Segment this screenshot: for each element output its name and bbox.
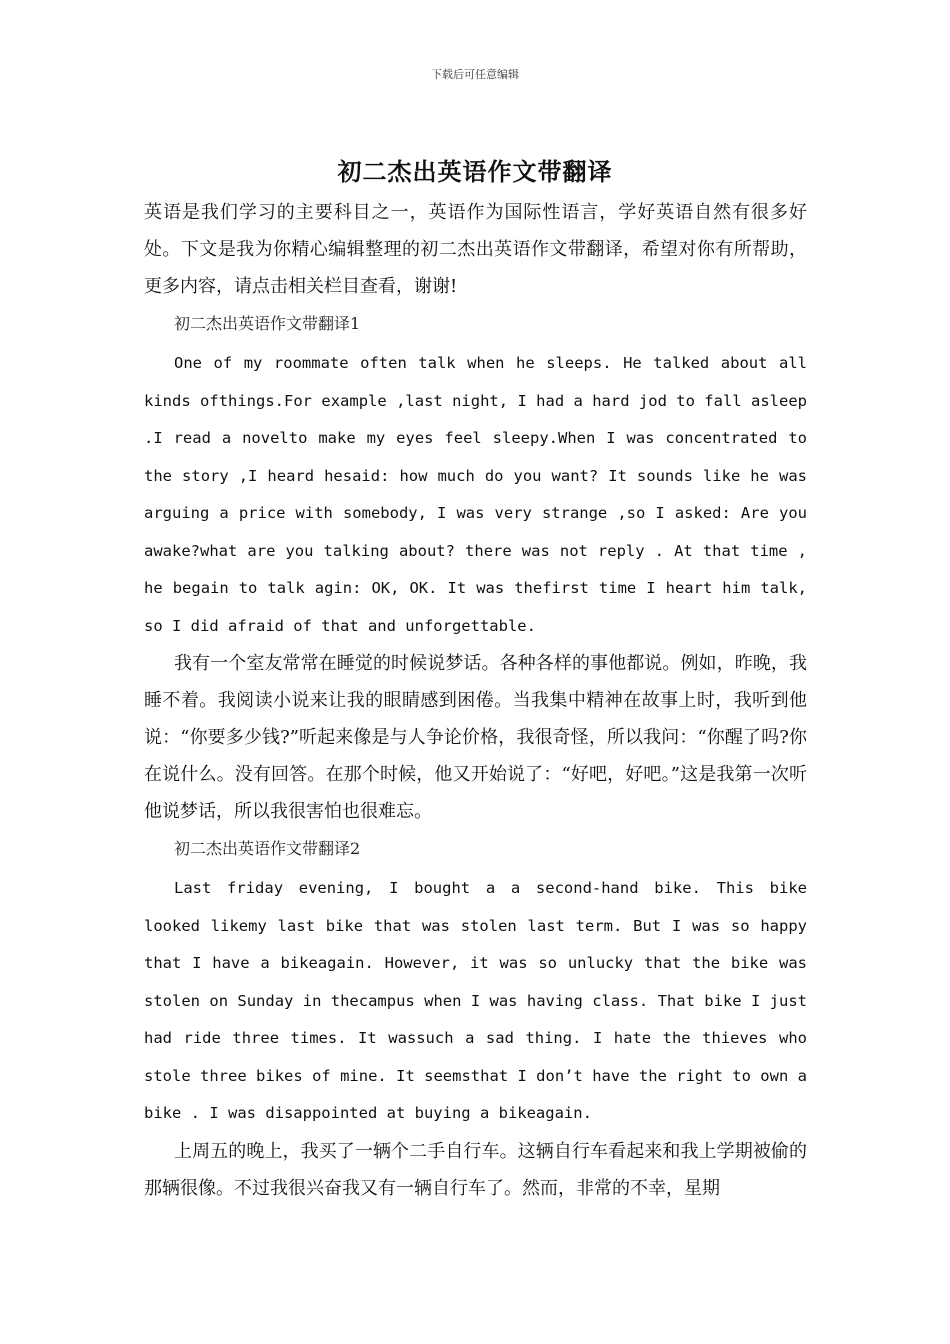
chinese-translation: 我有一个室友常常在睡觉的时候说梦话。各种各样的事他都说。例如，昨晚，我睡不着。我阅读小说来让我的眼睛感到困倦。当我集中精神在故事上时，我听到他说：“你要多少钱?”听起来像是与人争论价格，我很奇怪，所以我问：“你醒了吗?你在说什么。没有回答。在那个时候，他又开始说了：“好吧，好吧。”这是我第一次听他说梦话，所以我很害怕也很难忘。: [144, 653, 807, 822]
section-heading: 初二杰出英语作文带翻译1: [174, 314, 361, 333]
document-title: 初二杰出英语作文带翻译: [337, 157, 613, 186]
section-1: [144, 309, 807, 830]
header-note: 下载后可任意编辑: [431, 68, 519, 81]
intro-paragraph: 英语是我们学习的主要科目之一，英语作为国际性语言，学好英语自然有很多好处。下文是我为你精心编辑整理的初二杰出英语作文带翻译，希望对你有所帮助，更多内容，请点击相关栏目查看，谢谢!: [144, 202, 807, 297]
english-essay: One of my roommate often talk when he sleeps. He talked about all kinds ofthings.For example ,last night, I had a hard jod to fall asleep .I read a novelto make my eyes feel sleepy.When I was concentrated to the story ,I heard hesaid: how much do you want? It sounds like he was arguing a price with somebody, I was very strange ,so I asked: Are you awake?what are you talking about? there was not reply . At that time , he begain to talk agin: OK, OK. It was thefirst time I heart him talk, so I did afraid of that and unforgettable.: [144, 354, 807, 635]
document-body: [144, 194, 807, 1207]
section-2: [144, 834, 807, 1207]
section-heading: 初二杰出英语作文带翻译2: [174, 839, 361, 858]
english-essay: Last friday evening, I bought a a second-hand bike. This bike looked likemy last bike that was stolen last term. But I was so happy that I have a bikeagain. However, it was so unlucky that the bike was stolen on Sunday in thecampus when I was having class. That bike I just had ride three times. It wassuch a sad thing. I hate the thieves who stole three bikes of mine. It seemsthat I don’t have the right to own a bike . I was disappointed at buying a bikeagain.: [144, 879, 807, 1122]
chinese-translation: 上周五的晚上，我买了一辆个二手自行车。这辆自行车看起来和我上学期被偷的那辆很像。不过我很兴奋我又有一辆自行车了。然而，非常的不幸，星期: [144, 1140, 807, 1199]
